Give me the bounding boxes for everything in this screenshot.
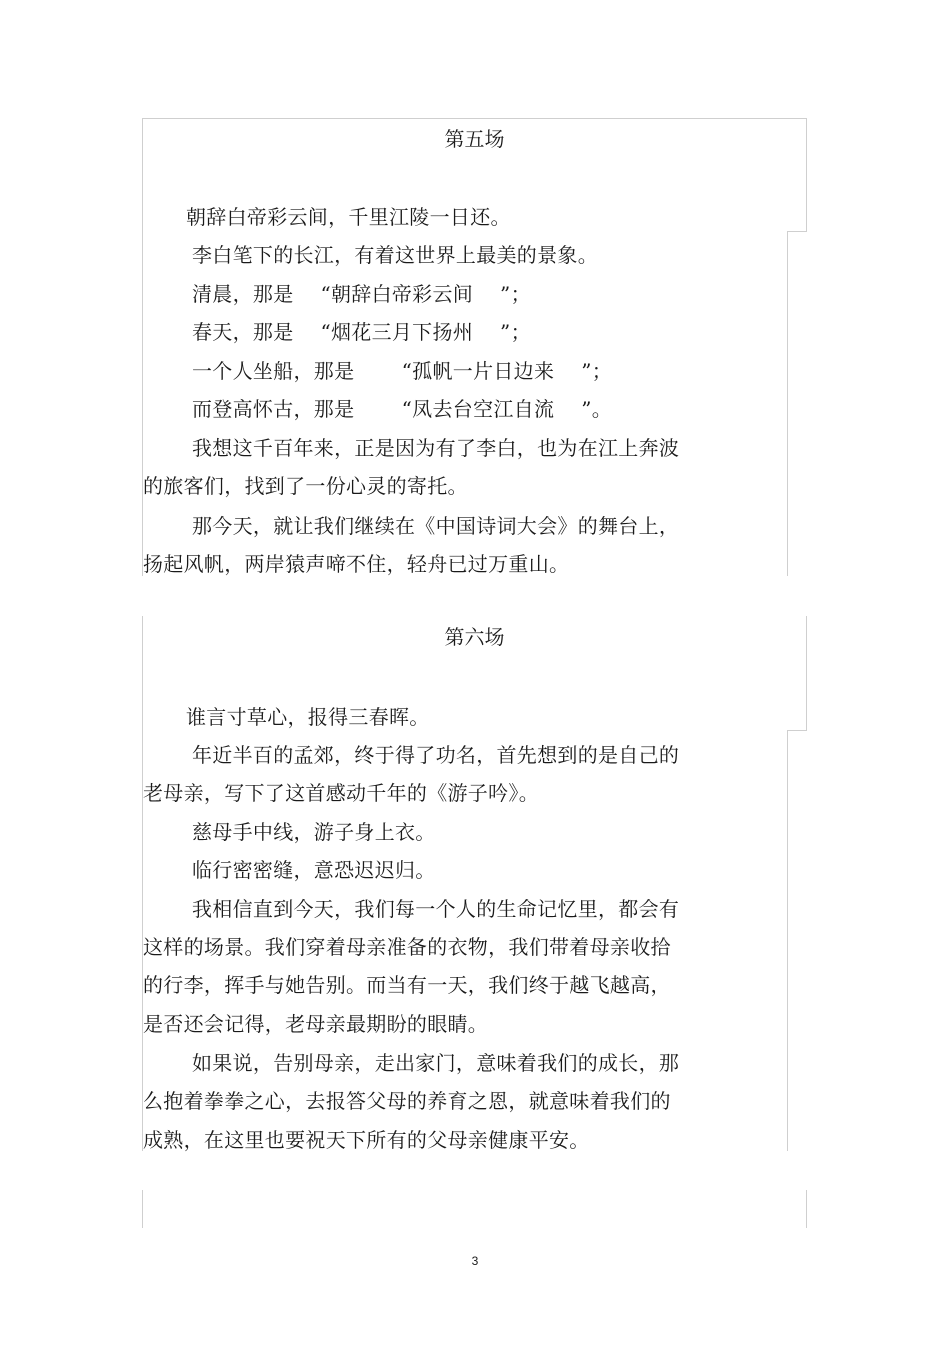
paragraph-line: 谁言寸草心，报得三春晖。 <box>186 705 430 729</box>
paragraph-line: 那今天，就让我们继续在《中国诗词大会》的舞台上， <box>192 514 680 538</box>
paragraph-line: 而登高怀古，那是 “凤去台空江自流 ”。 <box>192 397 613 421</box>
paragraph-line: 老母亲，写下了这首感动千年的《游子吟》。 <box>143 781 539 805</box>
paragraph-line: 的行李，挥手与她告别。而当有一天，我们终于越飞越高， <box>143 973 671 997</box>
section-title: 第六场 <box>444 625 505 649</box>
section-title: 第五场 <box>444 127 505 151</box>
paragraph-line: 清晨，那是 “朝辞白帝彩云间 ”； <box>192 282 531 306</box>
box2-left-border <box>142 616 143 1151</box>
paragraph-line: 一个人坐船，那是 “孤帆一片日边来 ”； <box>192 359 613 383</box>
paragraph-line: 春天，那是 “烟花三月下扬州 ”； <box>192 320 531 344</box>
page-number: 3 <box>471 1254 479 1268</box>
box1-top-border <box>142 118 807 119</box>
paragraph-line: 李白笔下的长江，有着这世界上最美的景象。 <box>192 243 598 267</box>
paragraph-line: 这样的场景。我们穿着母亲准备的衣物，我们带着母亲收拾 <box>143 935 671 959</box>
paragraph-line: 成熟，在这里也要祝天下所有的父母亲健康平安。 <box>143 1128 590 1152</box>
box1-inner-right-border <box>787 231 788 576</box>
paragraph-line: 慈母手中线，游子身上衣。 <box>192 820 436 844</box>
paragraph-line: 么抱着拳拳之心，去报答父母的养育之恩，就意味着我们的 <box>143 1089 671 1113</box>
box2-inner-right-border <box>787 730 788 1151</box>
box3-right-border <box>806 1190 807 1228</box>
paragraph-line: 如果说，告别母亲，走出家门，意味着我们的成长，那 <box>192 1051 680 1075</box>
paragraph-line: 我相信直到今天，我们每一个人的生命记忆里，都会有 <box>192 897 680 921</box>
box1-step-border <box>787 231 807 232</box>
paragraph-line: 扬起风帆，两岸猿声啼不住，轻舟已过万重山。 <box>143 552 570 576</box>
paragraph-line: 临行密密缝，意恐迟迟归。 <box>192 858 436 882</box>
box2-step-border <box>787 730 807 731</box>
paragraph-line: 朝辞白帝彩云间，千里江陵一日还。 <box>186 205 511 229</box>
box1-left-border <box>142 118 143 576</box>
paragraph-line: 的旅客们，找到了一份心灵的寄托。 <box>143 474 468 498</box>
paragraph-line: 是否还会记得，老母亲最期盼的眼睛。 <box>143 1012 489 1036</box>
paragraph-line: 我想这千百年来，正是因为有了李白，也为在江上奔波 <box>192 436 680 460</box>
paragraph-line: 年近半百的孟郊，终于得了功名，首先想到的是自己的 <box>192 743 680 767</box>
box3-left-border <box>142 1190 143 1228</box>
